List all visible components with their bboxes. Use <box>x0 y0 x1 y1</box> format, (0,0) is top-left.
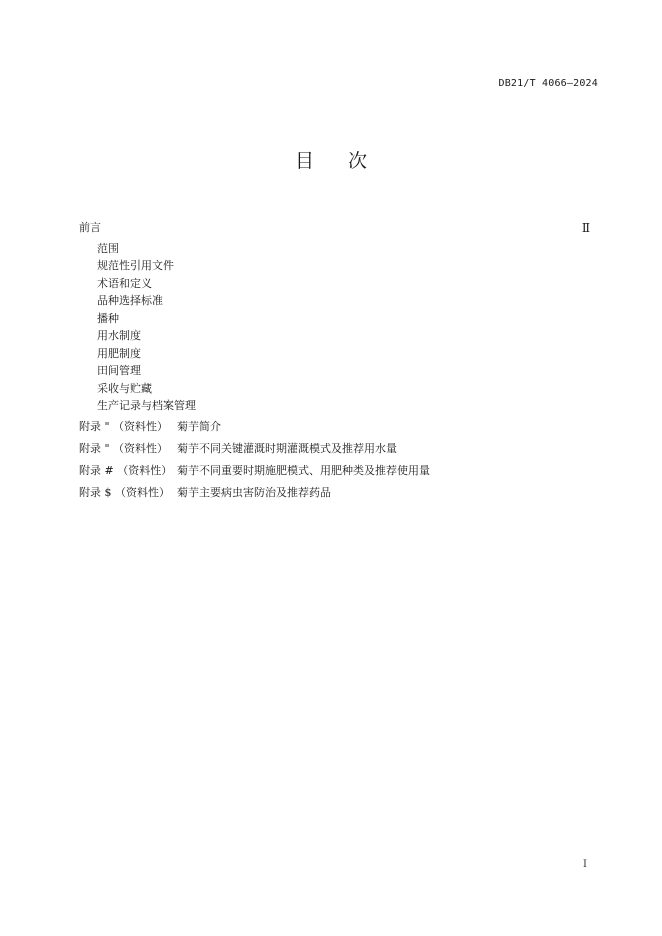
page-number: I <box>583 859 587 870</box>
title-char-2: 次 <box>348 150 368 172</box>
title-char-1: 目 <box>294 150 314 172</box>
toc-item-terms-definitions[interactable]: 术语和定义 <box>97 277 152 290</box>
appendix-tag: 附录 " （资料性） <box>79 442 169 455</box>
toc-item-normative-references[interactable]: 规范性引用文件 <box>97 259 174 272</box>
toc-item-variety-selection[interactable]: 品种选择标准 <box>97 294 163 307</box>
toc-foreword-page: Ⅱ <box>581 221 590 235</box>
appendix-tag: 附录 # （资料性） <box>79 464 173 477</box>
toc-item-sowing[interactable]: 播种 <box>97 312 119 325</box>
toc-appendix-d[interactable] <box>79 486 331 500</box>
toc-item-harvest-storage[interactable]: 采收与贮藏 <box>97 382 152 395</box>
toc-item-water-regime[interactable]: 用水制度 <box>97 329 141 342</box>
toc-item-scope[interactable]: 范围 <box>97 242 119 255</box>
toc-item-production-records[interactable]: 生产记录与档案管理 <box>97 399 196 412</box>
toc-item-field-management[interactable]: 田间管理 <box>97 364 141 377</box>
toc-foreword-link[interactable]: 前言 <box>79 221 101 234</box>
appendix-title: 菊芋简介 <box>177 420 221 433</box>
toc-appendix-b[interactable] <box>79 442 397 456</box>
appendix-tag: 附录 $ （资料性） <box>79 486 170 499</box>
page-title <box>0 146 662 173</box>
toc-item-fertilizer-regime[interactable]: 用肥制度 <box>97 347 141 360</box>
appendix-title: 菊芋不同关键灌溉时期灌溉模式及推荐用水量 <box>177 442 397 455</box>
toc-appendix-c[interactable] <box>79 464 430 478</box>
appendix-title: 菊芋不同重要时期施肥模式、用肥种类及推荐使用量 <box>177 464 430 477</box>
toc-appendix-a[interactable] <box>79 420 221 434</box>
appendix-tag: 附录 " （资料性） <box>79 420 169 433</box>
document-code: DB21/T 4066—2024 <box>498 78 598 89</box>
appendix-title: 菊芋主要病虫害防治及推荐药品 <box>177 486 331 499</box>
